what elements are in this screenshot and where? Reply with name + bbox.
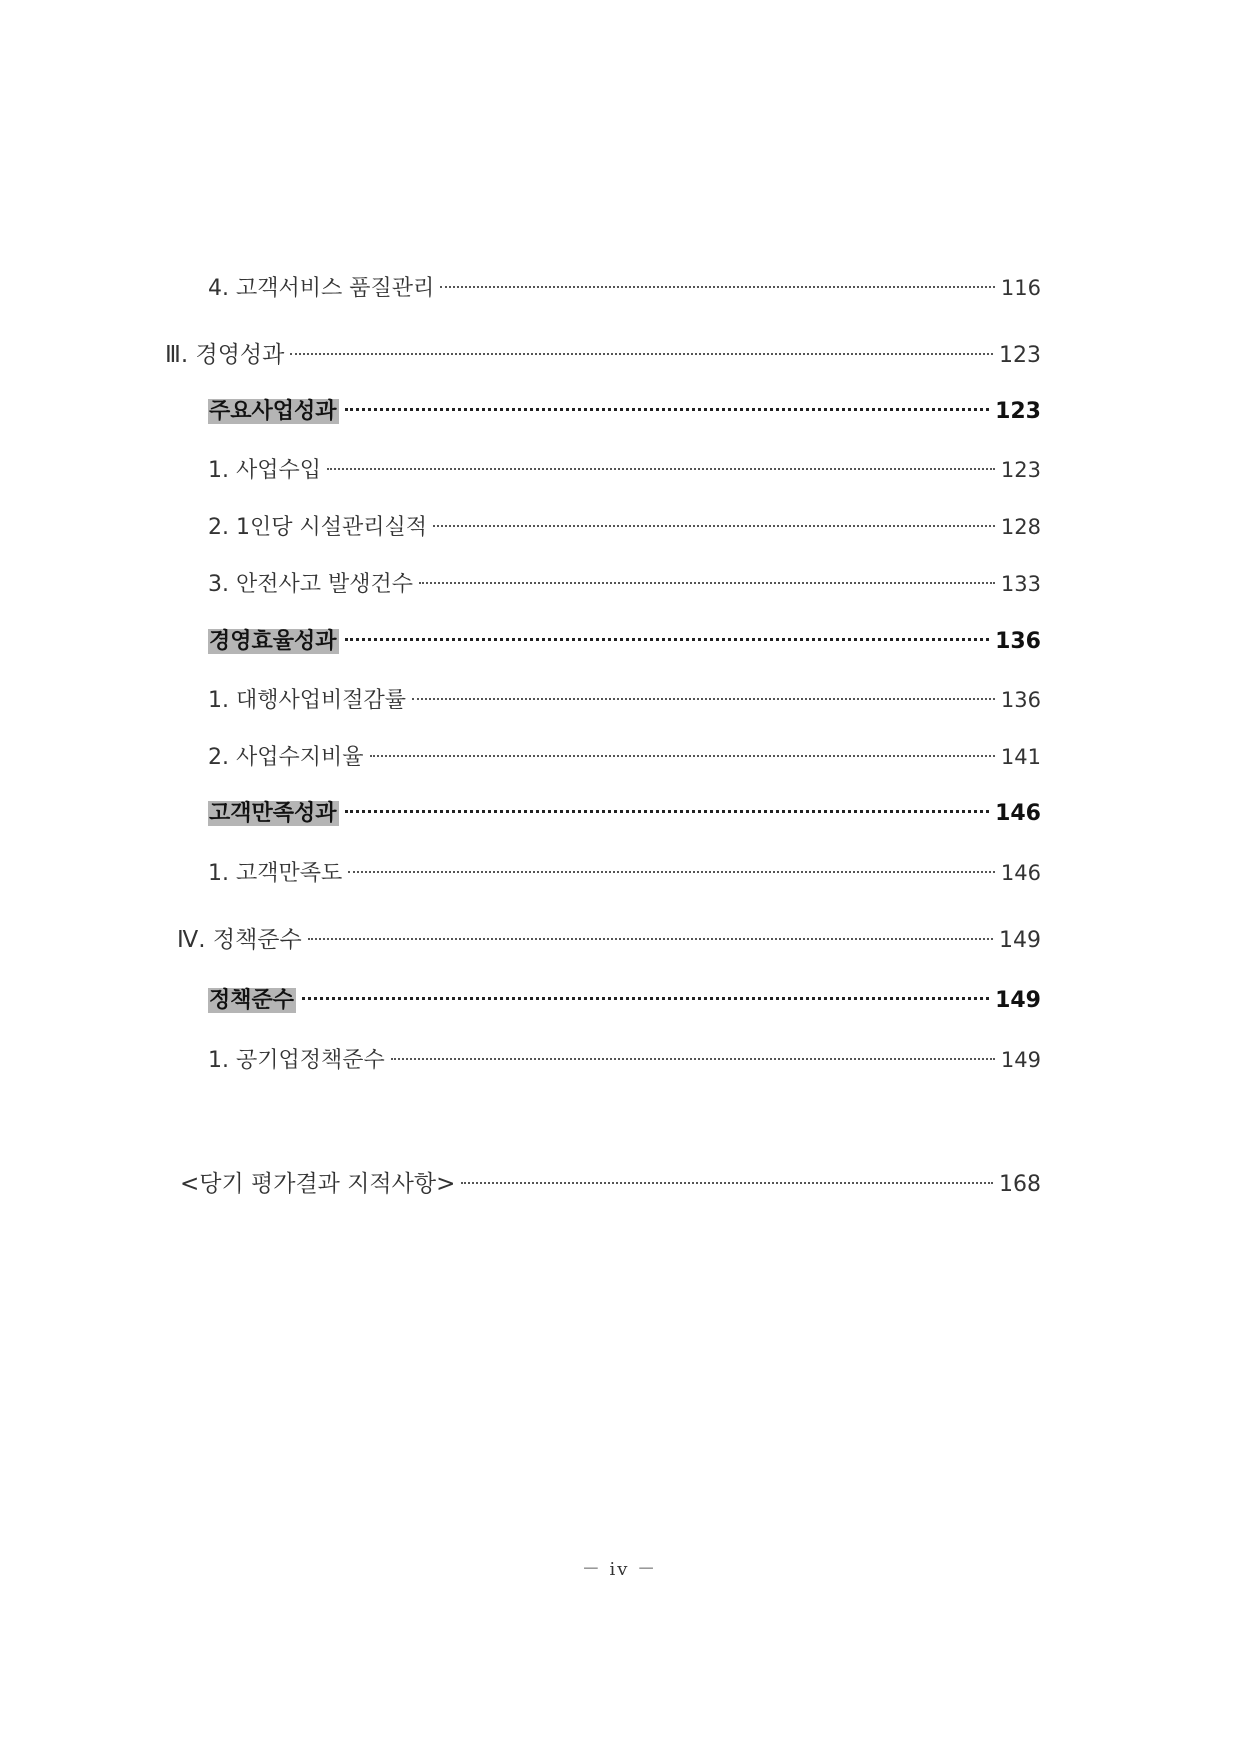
toc-entry-page: 133: [1000, 572, 1041, 596]
toc-entry-page: 116: [1000, 276, 1041, 300]
toc-entry-label: 1. 사업수입: [208, 458, 321, 483]
toc-entry-page: 149: [995, 988, 1041, 1013]
toc-entry-label: [208, 794, 345, 834]
toc-entry-revenue-expense-ratio: [208, 737, 1041, 777]
toc-section-management-performance: [165, 335, 1041, 375]
dot-leader: [308, 938, 993, 940]
dot-leader: [290, 353, 993, 355]
toc-entry-business-revenue: [208, 450, 1041, 490]
toc-category-efficiency: [208, 622, 1041, 662]
toc-entry-label: 4. 고객서비스 품질관리: [208, 276, 435, 301]
toc-entry-page: 136: [995, 629, 1041, 654]
toc-entry-label: 2. 1인당 시설관리실적: [208, 515, 427, 540]
toc-entry-label: [208, 981, 302, 1021]
toc-entry-page: 136: [1000, 688, 1041, 712]
dot-leader: [461, 1182, 993, 1184]
toc-entry-page: 128: [1000, 515, 1041, 539]
toc-entry-page: 123: [1000, 458, 1041, 482]
dot-leader: [327, 468, 995, 470]
toc-entry-label: <당기 평가결과 지적사항>: [180, 1171, 456, 1197]
toc-entry-label: Ⅲ. 경영성과: [165, 342, 285, 368]
highlighted-label: 정책준수: [209, 988, 295, 1013]
toc-entry-page: 146: [1000, 861, 1041, 885]
toc-entry-public-policy-compliance: [208, 1040, 1041, 1080]
toc-entry-label: 2. 사업수지비율: [208, 745, 364, 770]
dot-leader: [345, 408, 990, 411]
toc-entry-page: 168: [999, 1172, 1041, 1197]
dot-leader: [391, 1058, 995, 1060]
toc-entry-label: 1. 대행사업비절감률: [208, 688, 406, 713]
dot-leader: [370, 755, 995, 757]
toc-entry-page: 149: [999, 928, 1041, 953]
toc-entry-label: 1. 공기업정책준수: [208, 1048, 385, 1073]
dot-leader: [302, 997, 989, 1000]
toc-entry-label: [208, 622, 345, 662]
dot-leader: [440, 286, 995, 288]
page-number-footer: － iv －: [581, 1559, 658, 1580]
toc-entry-label: [208, 392, 345, 432]
toc-entry-page: 123: [995, 399, 1041, 424]
dot-leader: [433, 525, 995, 527]
toc-entry-customer-service-quality: [208, 268, 1041, 308]
dot-leader: [412, 698, 995, 700]
dot-leader: [419, 582, 995, 584]
toc-entry-page: 149: [1000, 1048, 1041, 1072]
toc-entry-page: 141: [1000, 745, 1041, 769]
toc-category-main-business: [208, 392, 1041, 432]
toc-category-policy-compliance: [208, 981, 1041, 1021]
toc-entry-facility-management: [208, 507, 1041, 547]
toc-entry-label: Ⅳ. 정책준수: [177, 927, 302, 953]
dot-leader: [348, 871, 995, 873]
toc-entry-cost-reduction: [208, 680, 1041, 720]
toc-entry-page: 146: [995, 801, 1041, 826]
toc-section-policy-compliance: [177, 920, 1041, 960]
toc-entry-page: 123: [999, 343, 1041, 368]
toc-entry-label: 1. 고객만족도: [208, 861, 343, 886]
toc-entry-evaluation-findings: [180, 1164, 1041, 1204]
highlighted-label: 경영효율성과: [209, 629, 337, 654]
toc-entry-customer-satisfaction: [208, 853, 1041, 893]
dot-leader: [345, 638, 990, 641]
highlighted-label: 고객만족성과: [209, 801, 337, 826]
dot-leader: [345, 810, 990, 813]
highlighted-label: 주요사업성과: [209, 399, 337, 424]
toc-entry-safety-accidents: [208, 564, 1041, 604]
toc-category-customer-satisfaction: [208, 794, 1041, 834]
toc-entry-label: 3. 안전사고 발생건수: [208, 572, 413, 597]
